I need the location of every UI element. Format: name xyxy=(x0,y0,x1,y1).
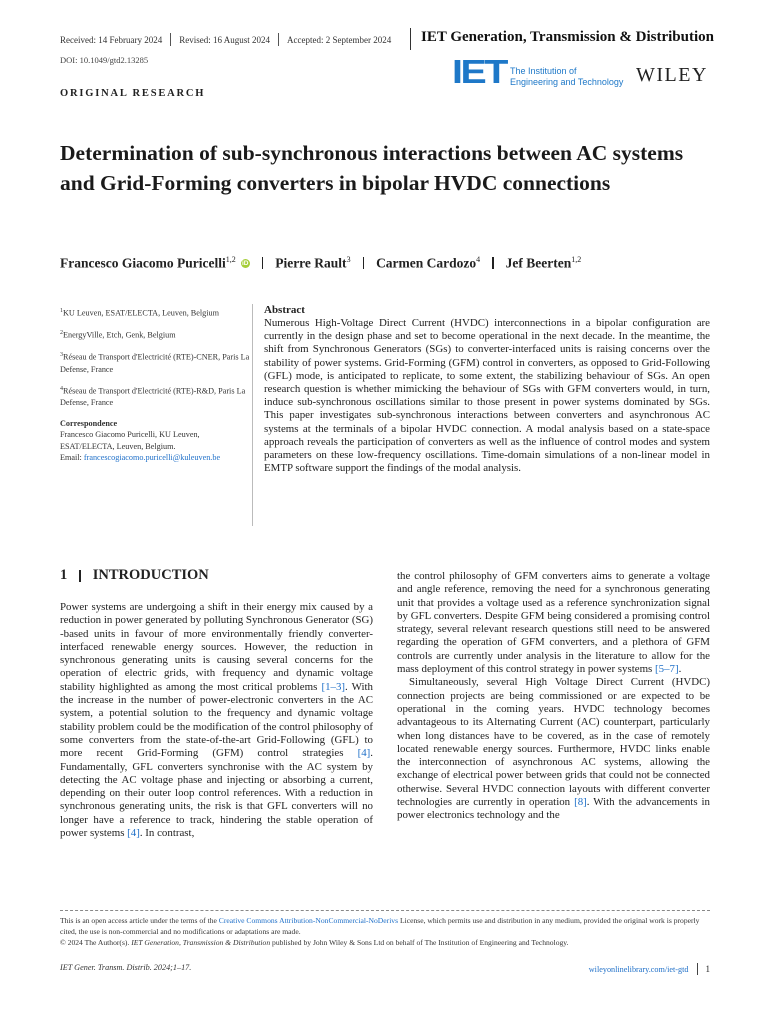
abstract xyxy=(252,304,710,526)
iet-name xyxy=(510,66,623,88)
body-column-left xyxy=(60,601,373,840)
footer-divider xyxy=(60,910,710,911)
doi[interactable]: DOI: 10.1049/gtd2.13285 xyxy=(60,55,149,65)
submission-dates xyxy=(60,33,391,46)
orcid-icon[interactable]: iD xyxy=(241,259,249,267)
journal-site-link[interactable]: wileyonlinelibrary.com/iet-gtd xyxy=(588,964,689,974)
affiliation: $^4$Réseau de Transport d'Electricité (RTE)-R&D, Paris La Defense, France xyxy=(60,386,246,408)
received-date: Received: 14 February 2024 xyxy=(60,34,163,45)
author-list xyxy=(60,255,581,272)
license-text: This is an open access article under the terms of the Creative Commons Attribution-NonCommercial-NoDerivs License, which permits use and distribution in any medium, provided the original work is properly cited, the use is non-commercial and no modifications or adaptations are made. xyxy=(60,916,700,936)
revised-date: Revised: 16 August 2024 xyxy=(179,34,270,45)
divider xyxy=(363,257,365,269)
accepted-date: Accepted: 2 September 2024 xyxy=(287,34,392,45)
iet-name-line1: The Institution of xyxy=(510,66,577,76)
body-column-right xyxy=(397,570,710,823)
divider xyxy=(492,257,494,269)
divider xyxy=(697,963,698,975)
page-number: 1 xyxy=(705,964,710,974)
author-name[interactable]: Francesco Giacomo Puricelli$^{1,2}$ xyxy=(60,255,236,271)
wiley-logo: WILEY xyxy=(636,64,708,86)
paragraph: Simultaneously, several High Voltage Direct Current (HVDC) connection projects are being commissioned or are expected to be operational in the coming years. HVDC technology becomes advantageous to its Alternating Current (AC) counterpart, particularly when long distances have to be covered, as in the case of remotely located renewable energy sources. Furthermore, HVDC links enable the interconnection of asynchronous AC systems, allowing the exchange of electrical power between grids that could not be connected otherwise. Several HVDC connection layouts with different converter technologies are currently in operation [8]. With the advancements in power electronics technology and the xyxy=(397,676,711,822)
section-title: INTRODUCTION xyxy=(92,567,209,583)
section-number: 1 xyxy=(60,567,68,583)
correspondence-heading: Correspondence xyxy=(60,418,118,428)
divider xyxy=(79,570,81,582)
affiliation: $^2$EnergyVille, Etch, Genk, Belgium xyxy=(60,330,176,340)
citation-link[interactable]: [4] xyxy=(127,827,140,840)
abstract-text: Numerous High-Voltage Direct Current (HVDC) interconnections in a bipolar configuration are currently in the design phase and set to become operational in the next decade. In the meantime, the shift from Synchronous Generators (SGs) to converter-interfaced units is raising concerns over the stability of power systems. Grid-Forming (GFM) control in converters, as opposed to Grid-Following (GFL) mode, is anticipated to replicate, to some extent, the stabilizing behaviour of SGs. An open research question is whether mimicking the behaviour of SGs with GFM converters would, in turn, induce sub-synchronous oscillations similar to those present in power systems dominated by SGs. This paper investigates sub-synchronous interactions between converters and asynchronous AC systems at the terminals of a bipolar HVDC connection. A modal analysis based on a state-space approach reveals the participation of converters as well as the influence of control modes and system parameters on these low-frequency oscillations. Time-domain simulations of a non-linear model in EMTP software support the findings of the modal analysis. xyxy=(264,317,710,475)
section-heading xyxy=(60,567,209,584)
license-link[interactable]: Creative Commons Attribution-NonCommercial-NoDerivs xyxy=(218,916,399,925)
citation-link[interactable]: [5–7] xyxy=(655,663,679,676)
citation-link[interactable]: [4] xyxy=(357,747,371,760)
correspondence-email: Email: francescogiacomo.puricelli@kuleuven.be xyxy=(60,453,221,463)
author-name[interactable]: Jef Beerten$^{1,2}$ xyxy=(505,255,582,271)
license-note xyxy=(60,915,710,948)
email-link[interactable]: francescogiacomo.puricelli@kuleuven.be xyxy=(83,453,221,463)
divider xyxy=(262,257,264,269)
article-title: Determination of sub-synchronous interactions between AC systems and Grid-Forming converters in bipolar HVDC connections xyxy=(60,141,684,195)
footer-right xyxy=(589,963,710,975)
iet-logo xyxy=(451,57,508,85)
article-type: ORIGINAL RESEARCH xyxy=(60,88,206,99)
iet-name-line2: Engineering and Technology xyxy=(510,77,624,87)
journal-citation: IET Gener. Transm. Distrib. 2024;1–17. xyxy=(60,963,192,972)
paragraph: the control philosophy of GFM converters aims to generate a voltage and angle reference, removing the need for a synchronous generating unit that provides a voltage used as a reference synchronization signal by GFL converters. Despite GFM being considered a promising control strategy, several relevant research questions still need to be answered regarding the operation of GFM converters, and a plethora of GFM controls are currently under analysis in the literature to allow for the mass deployment of this control strategy in power systems [5–7]. xyxy=(397,570,710,676)
affiliation: $^1$KU Leuven, ESAT/ELECTA, Leuven, Belgium xyxy=(60,308,220,318)
correspondence-body: Francesco Giacomo Puricelli, KU Leuven, ESAT/ELECTA, Leuven, Belgium. xyxy=(60,430,200,451)
citation-link[interactable]: [1–3] xyxy=(321,680,346,693)
copyright-text: © 2024 The Author(s). IET Generation, Transmission & Distribution published by John Wiley & Sons Ltd on behalf of The Institution of Engineering and Technology. xyxy=(60,938,569,947)
author-name[interactable]: Pierre Rault$^3$ xyxy=(275,255,351,271)
divider xyxy=(278,33,279,46)
affiliation: $^3$Réseau de Transport d'Electricité (RTE)-CNER, Paris La Defense, France xyxy=(60,352,250,374)
journal-header xyxy=(410,28,714,50)
paragraph: Power systems are undergoing a shift in their energy mix caused by a reduction in power generated by polluting Synchronous Generator (SG) -based units in favour of more environmentally friendly converter-interfaced renewable energy sources. However, the reduction in synchronous generating units is causing several concerns for the operation of electric grids, with frequency and dynamic voltage stability highlighted as among the most critical problems [1–3]. With the increase in the number of power-electronic converters in the AC system, a potential solution to the frequency and dynamic voltage stability problem could be the modification of the control philosophy of some converters from the state-of-the-art Grid-Following (GFL) to more recent Grid-Forming (GFM) control strategies [4]. Fundamentally, GFL converters synchronise with the AC system by detecting the AC voltage phase and injecting or absorbing a current, depending on their outer loop control references. With a reduction in synchronous generating units, the risk is that GFL converters will no longer have a reference to track, hindering the stable operation of power systems [4]. In contrast, xyxy=(60,601,373,840)
divider xyxy=(170,33,171,46)
abstract-heading: Abstract xyxy=(264,304,305,316)
iet-logo-wordmark: IET xyxy=(452,57,508,85)
affiliations xyxy=(60,306,250,464)
journal-title: IET Generation, Transmission & Distribution xyxy=(421,29,714,45)
citation-link[interactable]: [8] xyxy=(574,796,587,809)
author-name[interactable]: Carmen Cardozo$^4$ xyxy=(376,255,481,271)
